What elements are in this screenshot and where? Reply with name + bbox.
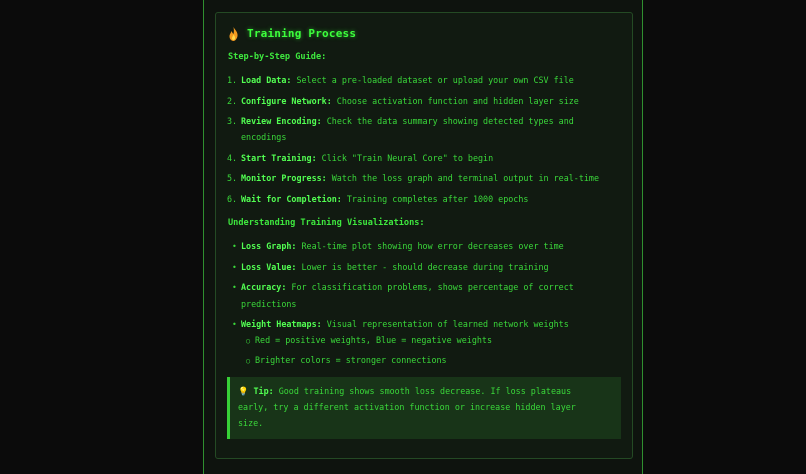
step-item: 2. Configure Network: Choose activation function and hidden layer size	[227, 96, 579, 106]
card-title: Training Process	[247, 26, 357, 40]
list-item: • Weight Heatmaps: Visual representation of learned network weights	[232, 319, 569, 329]
step-item: 3. Review Encoding: Check the data summary showing detected types and encodings	[227, 116, 574, 142]
flame-icon	[228, 26, 239, 40]
step-item: 4. Start Training: Click "Train Neural Core" to begin	[227, 153, 494, 163]
card-header	[228, 24, 356, 42]
tip-label: Tip:	[253, 386, 274, 396]
list-item: • Accuracy: For classification problems, shows percentage of correct predictions	[232, 282, 574, 309]
visualizations-heading: Understanding Training Visualizations:	[228, 218, 425, 228]
lightbulb-icon: 💡	[238, 386, 249, 396]
tip-callout	[227, 377, 621, 439]
guide-heading: Step-by-Step Guide:	[228, 52, 327, 62]
sub-list-item: ○ Brighter colors = stronger connections	[246, 355, 447, 365]
tip-text-line-2: early, try a different activation function or increase hidden layer	[238, 402, 576, 412]
tip-text-line-3: size.	[238, 418, 264, 428]
tip-text-line-1: Good training shows smooth loss decrease. If loss plateaus	[273, 386, 572, 396]
step-item: 6. Wait for Completion: Training completes after 1000 epochs	[227, 194, 529, 204]
list-item: • Loss Graph: Real-time plot showing how error decreases over time	[232, 241, 564, 251]
step-item: 1. Load Data: Select a pre-loaded dataset or upload your own CSV file	[227, 75, 574, 85]
sub-list-item: ○ Red = positive weights, Blue = negative weights	[246, 335, 492, 345]
step-item: 5. Monitor Progress: Watch the loss graph and terminal output in real-time	[227, 173, 599, 183]
list-item: • Loss Value: Lower is better - should decrease during training	[232, 262, 549, 272]
